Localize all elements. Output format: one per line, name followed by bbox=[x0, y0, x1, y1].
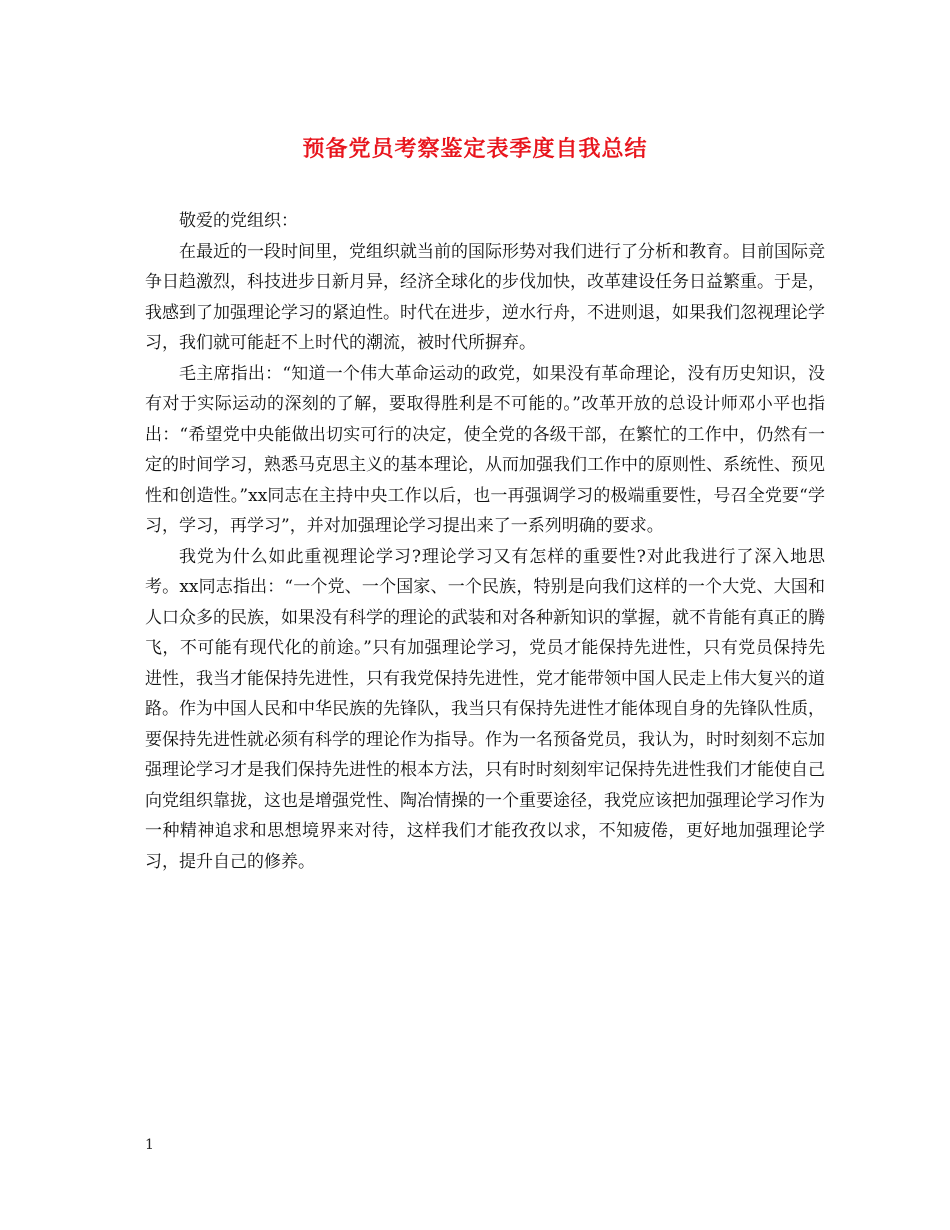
document-body bbox=[145, 206, 825, 877]
paragraph-1: 在最近的一段时间里，党组织就当前的国际形势对我们进行了分析和教育。目前国际竞争日趋激烈，科技进步日新月异，经济全球化的步伐加快，改革建设任务日益繁重。于是，我感到了加强理论学习的紧迫性。时代在进步，逆水行舟，不进则退，如果我们忽视理论学习，我们就可能赶不上时代的潮流，被时代所摒弃。 bbox=[145, 241, 825, 353]
paragraph-3: 我党为什么如此重视理论学习?理论学习又有怎样的重要性?对此我进行了深入地思考。xx同志指出：“一个党、一个国家、一个民族，特别是向我们这样的一个大党、大国和人口众多的民族，如果没有科学的理论的武装和对各种新知识的掌握，就不肯能有真正的腾飞，不可能有现代化的前途。”只有加强理论学习，党员才能保持先进性，只有党员保持先进性，我当才能保持先进性，只有我党保持先进性，党才能带领中国人民走上伟大复兴的道路。作为中国人民和中华民族的先锋队，我当只有保持先进性才能体现自身的先锋队性质，要保持先进性就必须有科学的理论作为指导。作为一名预备党员，我认为，时时刻刻不忘加强理论学习才是我们保持先进性的根本方法，只有时时刻刻牢记保持先进性我们才能使自己向党组织靠拢，这也是增强党性、陶冶情操的一个重要途径，我党应该把加强理论学习作为一种精神追求和思想境界来对待，这样我们才能孜孜以求，不知疲倦，更好地加强理论学习，提升自己的修养。 bbox=[145, 546, 825, 872]
salutation: 敬爱的党组织： bbox=[179, 211, 298, 231]
page-number: 1 bbox=[145, 1137, 154, 1153]
document-title: 预备党员考察鉴定表季度自我总结 bbox=[302, 136, 648, 162]
paragraph-2: 毛主席指出：“知道一个伟大革命运动的政党，如果没有革命理论，没有历史知识，没有对于实际运动的深刻的了解，要取得胜利是不可能的。”改革开放的总设计师邓小平也指出：“希望党中央能做出切实可行的决定，使全党的各级干部，在繁忙的工作中，仍然有一定的时间学习，熟悉马克思主义的基本理论，从而加强我们工作中的原则性、系统性、预见性和创造性。”xx同志在主持中央工作以后，也一再强调学习的极端重要性，号召全党要“学习，学习，再学习”，并对加强理论学习提出来了一系列明确的要求。 bbox=[145, 363, 825, 536]
